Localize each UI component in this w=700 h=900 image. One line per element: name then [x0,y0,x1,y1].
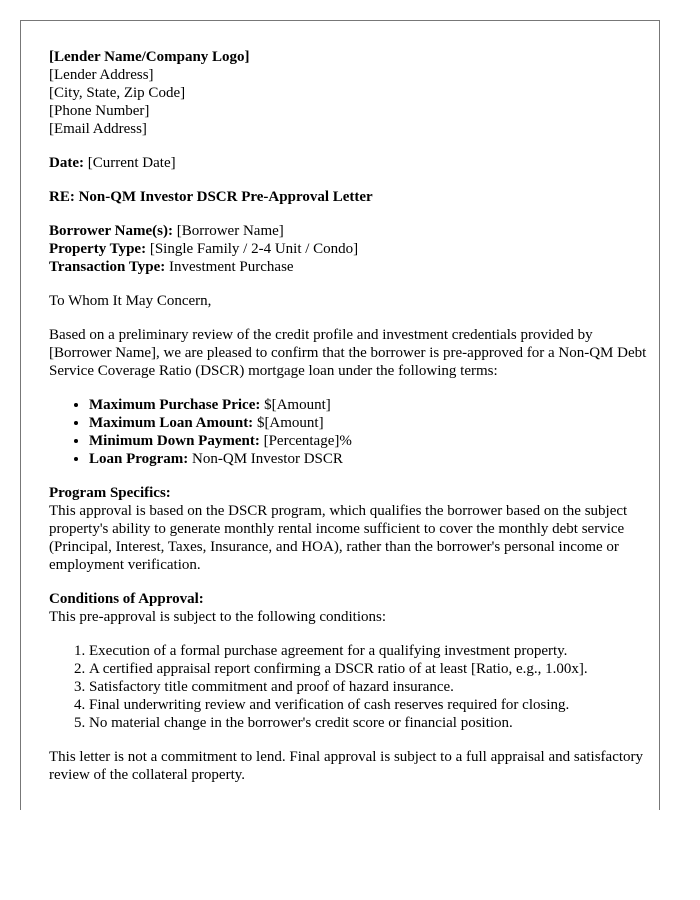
condition-item: 5. No material change in the borrower's credit score or financial position. [89,714,649,732]
term-max-loan-amount [89,414,649,432]
term-label: Loan Program: [89,451,189,467]
detail-label: Property Type: [49,241,147,257]
loan-details [49,222,649,276]
conditions-intro: This pre-approval is subject to the following conditions: [49,609,387,625]
detail-property-type [49,240,649,258]
program-specifics-body: This approval is based on the DSCR program, which qualifies the borrower based on the subject property's ability to generate monthly rental income sufficient to cover the monthly debt service (Principal, Interest, Taxes, Insurance, and HOA), rather than the borrower's personal income or employment verification. [49,503,628,573]
detail-borrower-name [49,222,649,240]
letterhead [49,48,649,138]
term-min-down-payment [89,432,649,450]
conditions-list [49,642,649,732]
term-max-purchase-price [89,396,649,414]
detail-value: [Borrower Name] [176,223,284,239]
lender-phone: [Phone Number] [49,103,150,119]
date-label: Date: [49,155,84,171]
detail-label: Transaction Type: [49,259,166,275]
term-label: Minimum Down Payment: [89,433,260,449]
subject-line: RE: Non-QM Investor DSCR Pre-Approval Letter [49,189,373,205]
detail-value: Investment Purchase [169,259,294,275]
date-line [49,154,649,172]
term-value: $[Amount] [264,397,331,413]
program-specifics-heading: Program Specifics: [49,485,171,501]
term-value: [Percentage]% [263,433,352,449]
conditions-heading: Conditions of Approval: [49,591,204,607]
conditions-section [49,590,649,732]
condition-item: 3. Satisfactory title commitment and proof of hazard insurance. [89,678,649,696]
loan-terms-list [49,396,649,468]
condition-item: 2. A certified appraisal report confirming a DSCR ratio of at least [Ratio, e.g., 1.00x]. [89,660,649,678]
condition-item: 4. Final underwriting review and verification of cash reserves required for closing. [89,696,649,714]
lender-city-state-zip: [City, State, Zip Code] [49,85,186,101]
term-value: $[Amount] [256,415,324,431]
term-label: Maximum Purchase Price: [89,397,261,413]
lender-address: [Lender Address] [49,67,154,83]
detail-value: [Single Family / 2-4 Unit / Condo] [149,241,359,257]
detail-label: Borrower Name(s): [49,223,173,239]
lender-email: [Email Address] [49,121,147,137]
letter-body [49,48,649,800]
term-loan-program [89,450,649,468]
intro-paragraph: Based on a preliminary review of the credit profile and investment credentials provided by [Borrower Name], we are pleased to confirm that the borrower is pre-approved for a Non-QM Debt Service Coverage Ratio (DSCR) mortgage loan under the following terms: [49,327,647,379]
term-value: Non-QM Investor DSCR [192,451,343,467]
closing-paragraph: This letter is not a commitment to lend. Final approval is subject to a full appraisal and satisfactory review of the collateral property. [49,749,644,783]
condition-item: 1. Execution of a formal purchase agreement for a qualifying investment property. [89,642,649,660]
lender-company-name: [Lender Name/Company Logo] [49,49,250,65]
detail-transaction-type [49,258,649,276]
program-specifics-section [49,484,649,574]
term-label: Maximum Loan Amount: [89,415,254,431]
salutation: To Whom It May Concern, [49,293,212,309]
date-value: [Current Date] [87,155,176,171]
